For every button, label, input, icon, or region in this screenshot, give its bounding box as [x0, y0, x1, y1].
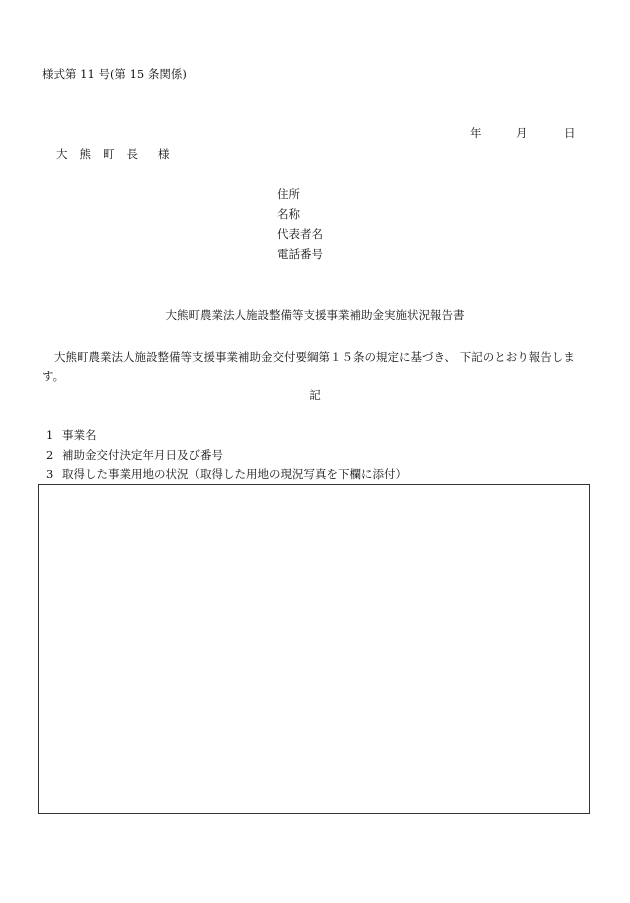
photo-attachment-box [38, 484, 590, 814]
applicant-address-label: 住所 [277, 187, 300, 201]
list-item [46, 428, 97, 442]
list-item [46, 448, 223, 462]
list-item-number: 1 [46, 428, 54, 442]
addressee-honorific: 様 [158, 147, 170, 161]
applicant-name-label: 名称 [277, 207, 300, 221]
document-title: 大熊町農業法人施設整備等支援事業補助金実施状況報告書 [165, 308, 465, 322]
list-item-label: 取得した事業用地の状況（取得した用地の現況写真を下欄に添付） [62, 467, 407, 481]
body-text: 大熊町農業法人施設整備等支援事業補助金交付要綱第１５条の規定に基づき、 下記のとおり報告します。 [42, 350, 575, 383]
list-item [46, 467, 407, 481]
list-item-number: 2 [46, 448, 54, 462]
list-item-label: 事業名 [62, 428, 97, 442]
addressee-char: 町 [103, 147, 115, 161]
form-number: 様式第 11 号(第 15 条関係) [42, 67, 187, 81]
addressee-char: 長 [126, 147, 138, 161]
date-day-label: 日 [564, 126, 576, 140]
list-item-label: 補助金交付決定年月日及び番号 [62, 448, 223, 462]
date-month-label: 月 [516, 126, 528, 140]
applicant-representative-label: 代表者名 [277, 227, 323, 241]
list-item-number: 3 [46, 467, 54, 481]
addressee [56, 147, 170, 161]
applicant-phone-label: 電話番号 [277, 247, 323, 261]
addressee-char: 大 [56, 147, 68, 161]
ki-label: 記 [309, 388, 321, 402]
date-year-label: 年 [470, 126, 482, 140]
addressee-char: 熊 [79, 147, 91, 161]
